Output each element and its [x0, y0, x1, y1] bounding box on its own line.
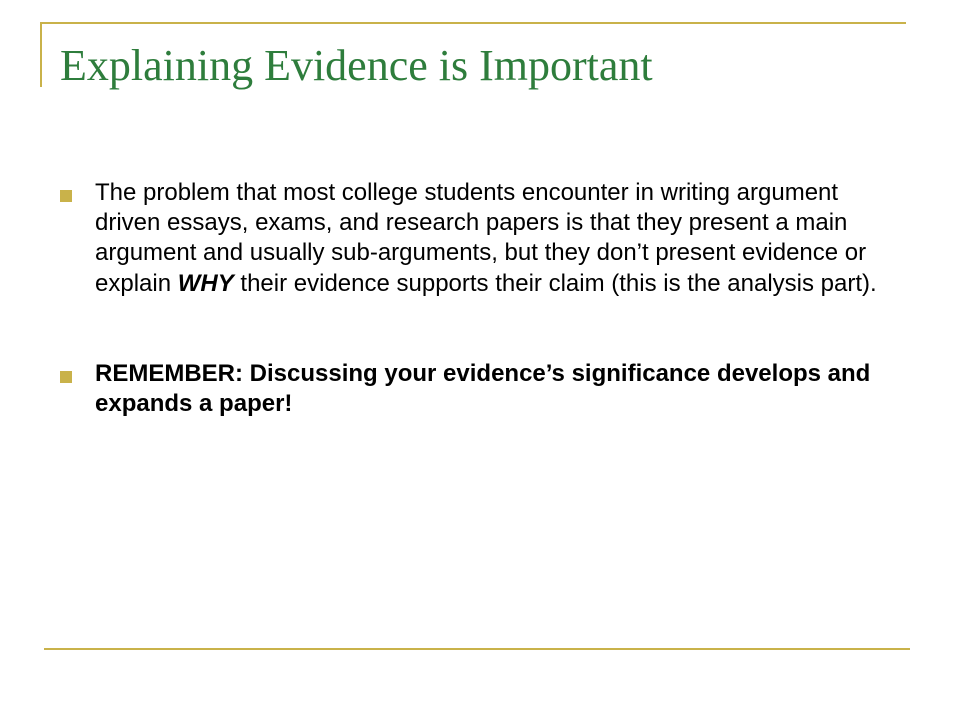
bottom-rule [44, 648, 910, 650]
bullet-text-remember: REMEMBER: Discussing your evidence’s significance develops and expands a paper! [95, 359, 871, 418]
square-bullet-icon [60, 190, 72, 202]
bullet-item-remember [60, 359, 880, 419]
bullet-list [60, 178, 880, 419]
bullet-text-after: their evidence supports their claim (this is the analysis part). [233, 269, 877, 297]
bullet-text-before: The problem that most college students encounter in writing argument driven essays, exams, and research papers is that they present a main argument and usually sub-arguments, but they don’t present evidence or explain [95, 179, 867, 297]
slide-title: Explaining Evidence is Important [60, 41, 653, 90]
top-rule [40, 22, 906, 24]
bullet-emphasis-why: WHY [177, 269, 234, 297]
left-rule [40, 22, 42, 87]
bullet-item-problem [60, 178, 880, 299]
square-bullet-icon [60, 371, 72, 383]
